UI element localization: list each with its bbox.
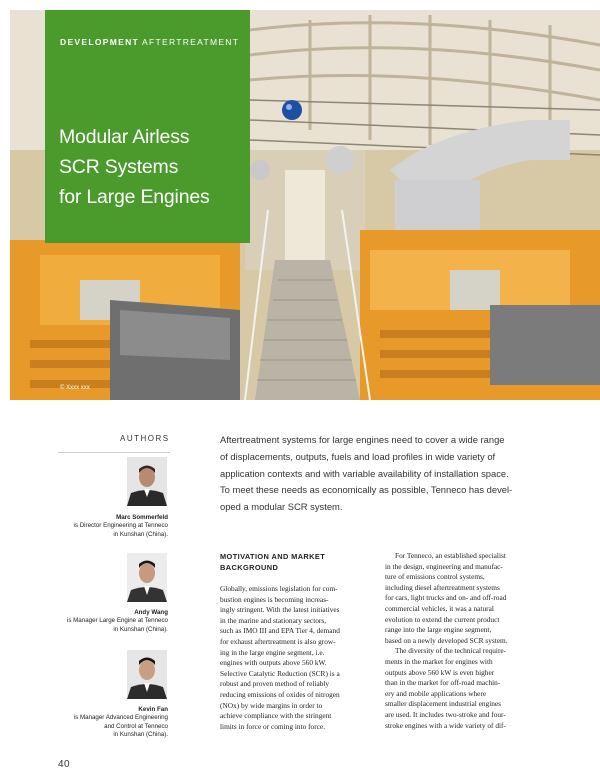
author-role-2: and Control at Tenneco — [104, 722, 168, 730]
author-location: in Kunshan (China). — [113, 625, 168, 633]
body-line: reducing emissions of oxides of nitrogen — [220, 689, 340, 699]
body-line: commercial vehicles, it was a natural — [385, 603, 494, 613]
page-number: 40 — [58, 759, 71, 770]
author-location: in Kunshan (China). — [113, 731, 168, 739]
author-info — [40, 514, 168, 539]
author-name: Marc Sommerfeld — [116, 514, 168, 521]
authors-divider — [58, 452, 170, 453]
author-photo — [127, 457, 167, 506]
title-line: for Large Engines — [59, 186, 210, 208]
body-line: including diesel aftertreatment systems — [385, 582, 500, 592]
body-line: The diversity of the technical require- — [395, 646, 507, 656]
body-line: robust and proven method of reliably — [220, 679, 330, 689]
body-column-1 — [220, 551, 380, 732]
subsection-label: AFTERTREATMENT — [142, 37, 240, 47]
photo-credit: © Xxxx xxx — [60, 385, 90, 391]
body-line: ture of emissions control systems, — [385, 572, 485, 582]
body-line: ingly stringent. With the latest initiatives — [220, 605, 340, 615]
body-line: are used. It includes two-stroke and four- — [385, 709, 506, 719]
body-line: in the marine and stationary sectors, — [220, 615, 327, 625]
body-line: smaller displacement industrial engines — [385, 699, 502, 709]
author-portrait-icon — [127, 457, 167, 506]
body-line: engines with outputs above 560 kW. — [220, 658, 327, 668]
body-line: range into the large engine segment, — [385, 625, 492, 635]
authors-heading: AUTHORS — [120, 434, 170, 443]
author-info — [40, 609, 168, 634]
title-line: SCR Systems — [59, 156, 179, 178]
body-line: in the design, engineering and manufac- — [385, 561, 503, 571]
section-heading — [220, 551, 380, 573]
body-line: outputs above 560 kW is even higher — [385, 667, 495, 677]
body-line: such as IMO III and EPA Tier 4, demand — [220, 626, 340, 636]
body-line: ments in the market for engines with — [385, 656, 493, 666]
body-line: for cars, light trucks and on- and off-road — [385, 593, 507, 603]
body-line: Globally, emissions legislation for com- — [220, 584, 338, 593]
author-role: is Director Engineering at Tenneco — [73, 522, 168, 530]
body-line: achieve compliance with the stringent — [220, 711, 332, 721]
lead-line: To meet these needs as economically as possible, Tenneco has devel- — [220, 484, 513, 496]
body-line: for exhaust aftertreatment is also grow- — [220, 636, 336, 646]
author-name: Andy Wang — [134, 609, 168, 616]
author-portrait-icon — [127, 650, 167, 699]
body-line: based on a newly developed SCR system. — [385, 635, 508, 645]
article-title — [59, 122, 244, 212]
author-location: in Kunshan (China). — [113, 530, 168, 538]
heading-line: BACKGROUND — [220, 563, 279, 572]
body-line: Selective Catalytic Reduction (SCR) is a — [220, 668, 340, 678]
author-role: is Manager Large Engine at Tenneco — [66, 617, 168, 625]
body-column-2 — [385, 551, 545, 731]
title-line: Modular Airless — [59, 126, 190, 148]
section-tag — [60, 37, 239, 47]
body-line: ery and mobile applications where — [385, 688, 487, 698]
body-line: limits in force or coming into force. — [220, 721, 326, 731]
body-line: (NOx) by wide margins in order to — [220, 700, 323, 710]
body-line: bustion engines is becoming increas- — [220, 594, 329, 604]
author-role: is Manager Advanced Engineering — [73, 714, 168, 722]
heading-line: MOTIVATION AND MARKET — [220, 552, 326, 561]
title-box — [45, 10, 250, 243]
body-line: ing in the large engine segment, i.e. — [220, 647, 325, 657]
lead-line: Aftertreatment systems for large engines need to cover a wide range — [220, 434, 505, 445]
body-line: than in the market for off-road machin- — [385, 678, 501, 688]
body-line: evolution to extend the current product — [385, 614, 500, 624]
section-label: DEVELOPMENT — [60, 37, 140, 47]
lead-line: application contexts and with variable availability of installation space. — [220, 467, 509, 479]
lead-line: of displacements, outputs, fuels and load profiles in wide variety of — [220, 450, 496, 462]
author-photo — [127, 553, 167, 602]
lead-line: oped a modular SCR system. — [220, 501, 343, 513]
lead-paragraph — [220, 432, 548, 516]
body-line: stroke engines with a wide variety of dif- — [385, 720, 506, 730]
author-photo — [127, 650, 167, 699]
author-name: Kevin Fan — [138, 706, 168, 713]
body-line: For Tenneco, an established specialist — [395, 551, 506, 560]
author-info — [40, 706, 168, 740]
author-portrait-icon — [127, 553, 167, 602]
